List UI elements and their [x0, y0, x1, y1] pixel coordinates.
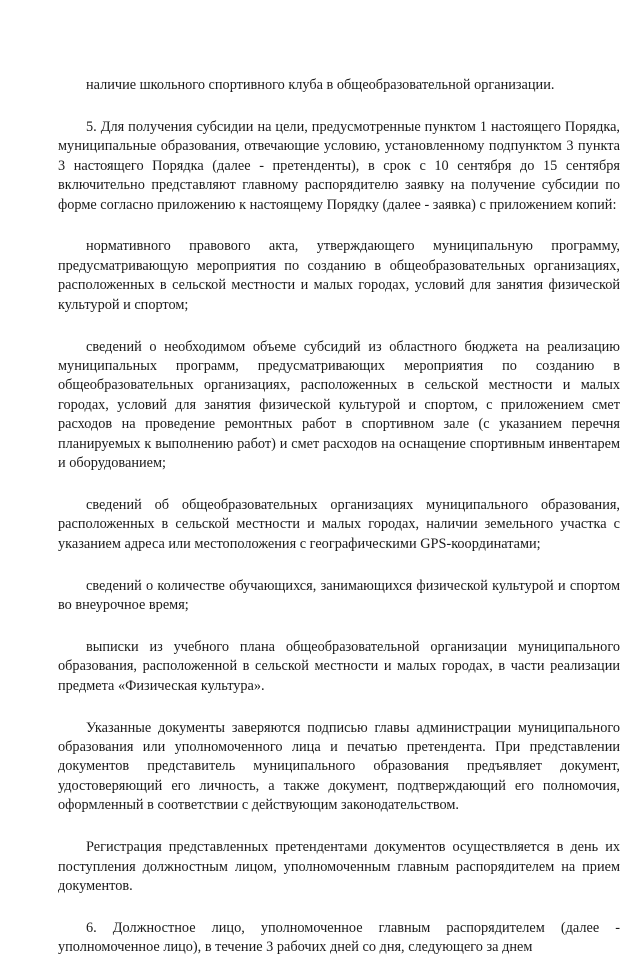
paragraph-normative-act: нормативного правового акта, утверждающего муниципальную программу, предусматривающую мероприятия по созданию в общеобразовательных организациях, расположенных в сельской местности и малых городах, условий для занятия физической культурой и спортом; [58, 238, 620, 313]
paragraph-subsidy-volume: сведений о необходимом объеме субсидий из областного бюджета на реализацию муниципальных программ, предусматривающих мероприятия по созданию в общеобразовательных организациях, расположенных в сельской местности и малых городах, условий для занятия физической культурой и спортом, с приложением смет расходов на проведение ремонтных работ в спортивном зале (с указанием перечня планируемых к выполнению работ) и смет расходов на оснащение спортивным инвентарем и оборудованием; [58, 338, 620, 471]
paragraph-curriculum-extract: выписки из учебного плана общеобразовательной организации муниципального образования, расположенной в сельской местности и малых городах, в части реализации предмета «Физическая культура». [58, 638, 620, 694]
paragraph-students-count: сведений о количестве обучающихся, занимающихся физической культурой и спортом во внеурочное время; [58, 577, 620, 614]
paragraph-clause-6: 6. Должностное лицо, уполномоченное главным распорядителем (далее - уполномоченное лицо), в течение 3 рабочих дней со дня, следующего за днем [58, 919, 620, 956]
paragraph-clause-5: 5. Для получения субсидии на цели, предусмотренные пунктом 1 настоящего Порядка, муниципальные образования, отвечающие условию, установленному подпунктом 3 пункта 3 настоящего Порядка (далее - претенденты), в срок с 10 сентября до 15 сентября включительно представляют главному распорядителю заявку на получение субсидии по форме согласно приложению к настоящему Порядку (далее - заявка) с приложением копий: [58, 118, 620, 213]
paragraph-school-sports-club: наличие школьного спортивного клуба в общеобразовательной организации. [86, 77, 555, 93]
document-body [58, 76, 620, 980]
paragraph-document-certification: Указанные документы заверяются подписью главы администрации муниципального образования или уполномоченного лица и печатью претендента. При представлении документов представитель муниципального образования предъявляет документ, удостоверяющий его личность, а также документ, подтверждающий его полномочия, оформленный в соответствии с действующим законодательством. [58, 719, 620, 814]
paragraph-organizations-info: сведений об общеобразовательных организациях муниципального образования, расположенных в сельской местности и малых городах, наличии земельного участка с указанием адреса или местоположения с географическими GPS-координатами; [58, 496, 620, 552]
paragraph-registration: Регистрация представленных претендентами документов осуществляется в день их поступления должностным лицом, уполномоченным главным распорядителем на прием документов. [58, 839, 620, 894]
